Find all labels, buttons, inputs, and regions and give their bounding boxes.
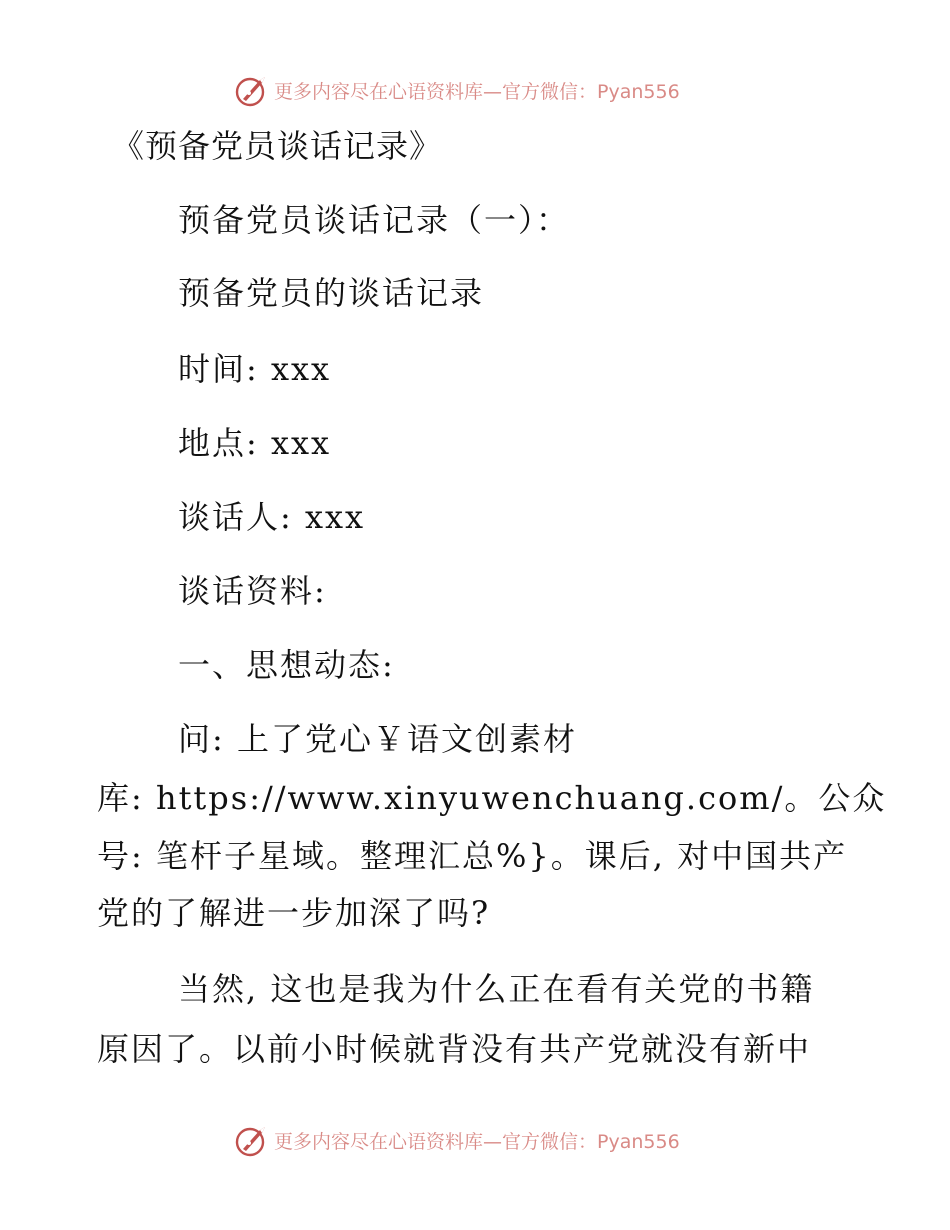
footer-banner-text: 更多内容尽在心语资料库—官方微信：Pyan556	[274, 1130, 680, 1153]
subheading: 预备党员的谈话记录	[178, 274, 485, 312]
speaker-field: 谈话人: xxx	[178, 498, 366, 536]
section-heading: 预备党员谈话记录（一）：	[178, 201, 571, 239]
question-line: 党的了解进一步加深了吗?	[97, 894, 491, 932]
question-line: 问: 上了党心￥语文创素材	[178, 720, 577, 758]
time-field: 时间: xxx	[178, 350, 332, 388]
footer-wechat-id: Pyan556	[597, 1130, 680, 1153]
document-title: 《预备党员谈话记录》	[112, 127, 443, 165]
item-one-heading: 一、思想动态:	[178, 646, 395, 684]
header-wechat-id: Pyan556	[597, 80, 680, 103]
pen-logo-icon	[234, 1122, 270, 1158]
place-field: 地点: xxx	[178, 424, 332, 462]
question-line: 号: 笔杆子星域。整理汇总%}。课后, 对中国共产	[97, 837, 848, 875]
header-banner	[234, 72, 680, 108]
header-banner-text: 更多内容尽在心语资料库—官方微信：Pyan556	[274, 80, 680, 103]
pen-logo-icon	[234, 72, 270, 108]
answer-line: 原因了。以前小时候就背没有共产党就没有新中	[97, 1030, 812, 1068]
content-label: 谈话资料:	[178, 572, 327, 610]
question-line: 库: https://www.xinyuwenchuang.com/。公众	[97, 779, 887, 817]
answer-line: 当然, 这也是我为什么正在看有关党的书籍	[178, 970, 815, 1008]
footer-banner	[234, 1122, 680, 1158]
